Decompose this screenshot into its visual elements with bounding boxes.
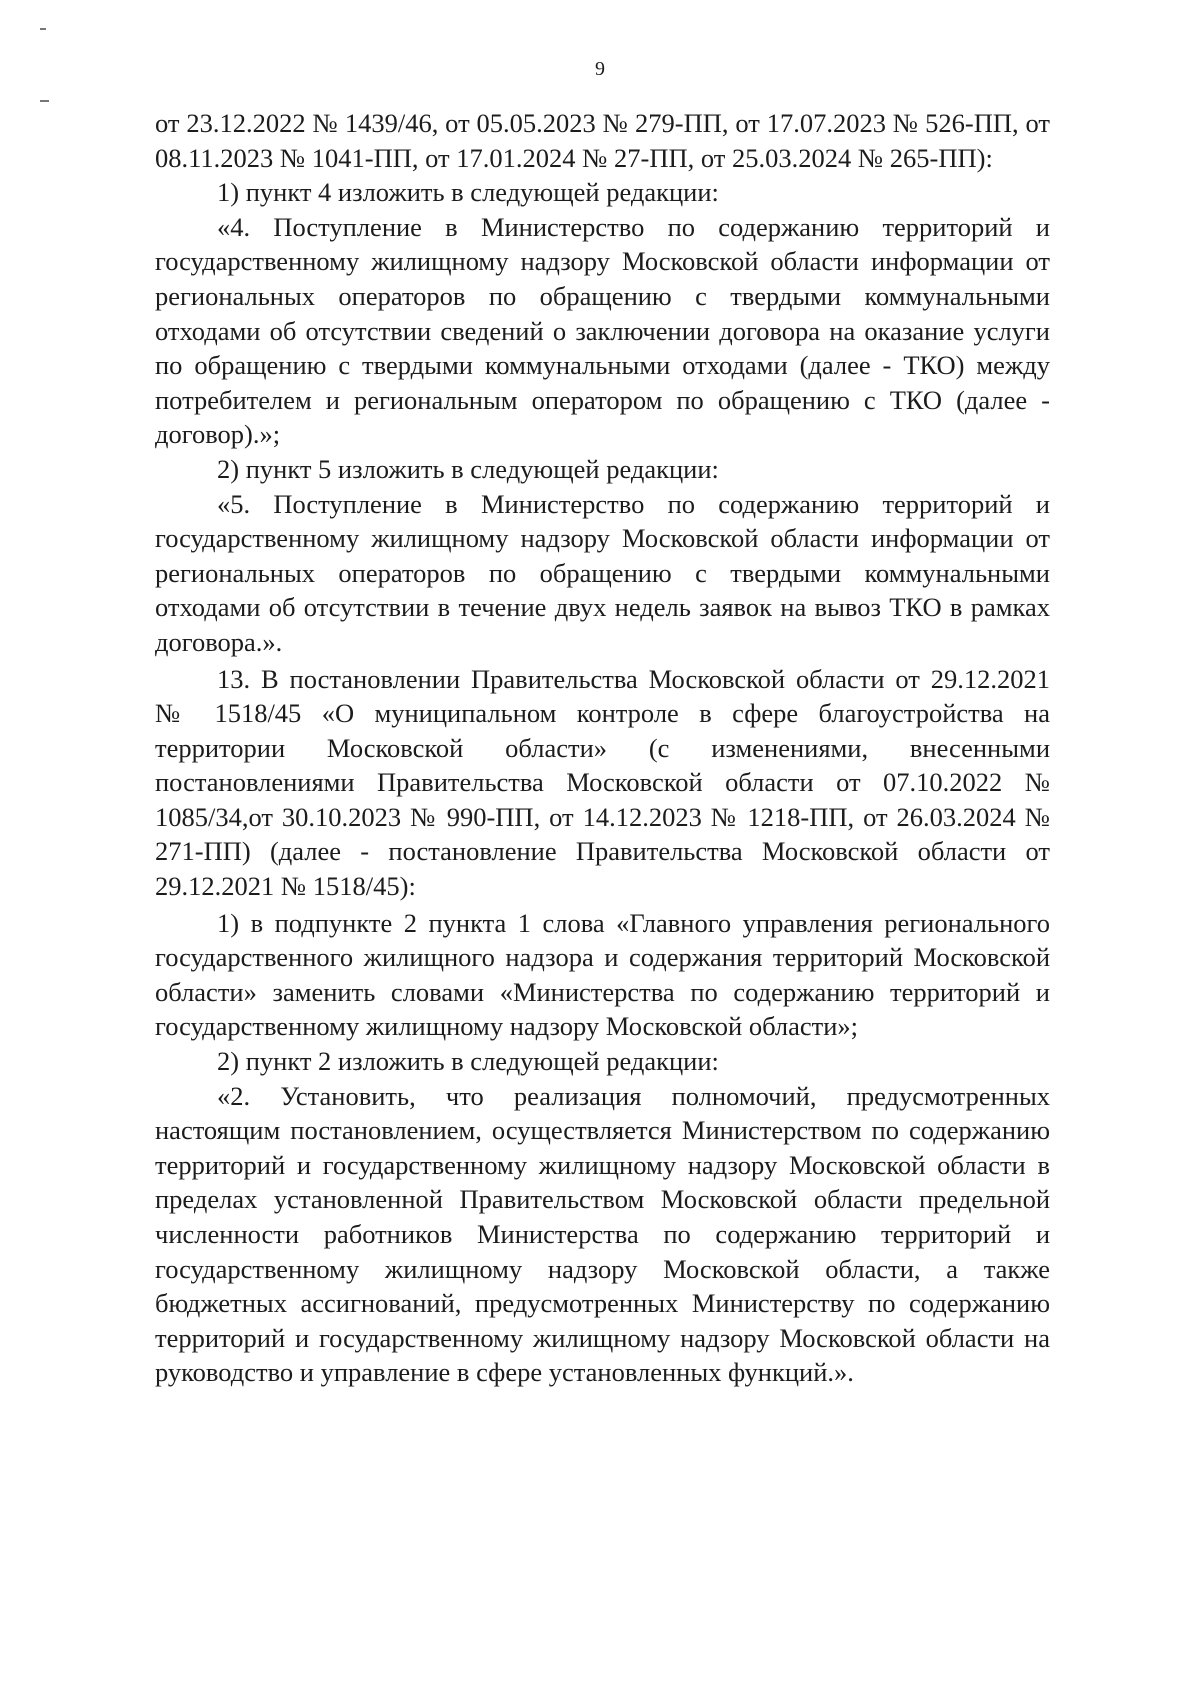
- paragraph-quote-5: «5. Поступление в Министерство по содержанию территорий и государственному жилищному надзору Московской области информации от региональных операторов по обращению с твердыми коммунальными отходами об отсутствии в течение двух недель заявок на вывоз ТКО в рамках договора.».: [155, 488, 1050, 657]
- paragraph-quote-4: «4. Поступление в Министерство по содержанию территорий и государственному жилищному надзору Московской области информации от региональных операторов по обращению с твердыми коммунальными отходами об отсутствии сведений о заключении договора на оказание услуги по обращению с твердыми коммунальными отходами (далее - ТКО) между потребителем и региональным оператором по обращению с ТКО (далее - договор).»;: [155, 211, 1050, 450]
- scan-mark: [40, 100, 49, 102]
- paragraph-item-2: 2) пункт 5 изложить в следующей редакции:: [217, 453, 719, 484]
- paragraph-continuation: от 23.12.2022 № 1439/46, от 05.05.2023 № 279-ПП, от 17.07.2023 № 526-ПП, от 08.11.2023 № 1041-ПП, от 17.01.2024 № 27-ПП, от 25.03.2024 № 265-ПП):: [155, 108, 1050, 173]
- paragraph-item-1: 1) пункт 4 изложить в следующей редакции:: [217, 177, 719, 208]
- document-body: [155, 106, 1050, 1390]
- paragraph-quote-2: «2. Установить, что реализация полномочий, предусмотренных настоящим постановлением, осуществляется Министерством по содержанию территорий и государственному жилищному надзору Московской области в пределах установленной Правительством Московской области предельной численности работников Министерства по содержанию территорий и государственному жилищному надзору Московской области, а также бюджетных ассигнований, предусмотренных Министерству по содержанию территорий и государственному жилищному надзору Московской области на руководство и управление в сфере установленных функций.».: [155, 1080, 1050, 1388]
- paragraph-subitem-1: 1) в подпункте 2 пункта 1 слова «Главного управления регионального государственного жилищного надзора и содержания территорий Московской области» заменить словами «Министерства по содержанию территорий и государственному жилищному надзору Московской области»;: [155, 907, 1050, 1042]
- paragraph-section-13: 13. В постановлении Правительства Московской области от 29.12.2021 № 1518/45 «О муниципальном контроле в сфере благоустройства на территории Московской области» (с изменениями, внесенными постановлениями Правительства Московской области от 07.10.2022 № 1085/34,от 30.10.2023 № 990-ПП, от 14.12.2023 № 1218-ПП, от 26.03.2024 № 271-ПП) (далее - постановление Правительства Московской области от 29.12.2021 № 1518/45):: [155, 663, 1050, 902]
- paragraph-subitem-2: 2) пункт 2 изложить в следующей редакции:: [217, 1046, 719, 1077]
- page-number: 9: [595, 58, 605, 80]
- scan-mark: [40, 28, 46, 30]
